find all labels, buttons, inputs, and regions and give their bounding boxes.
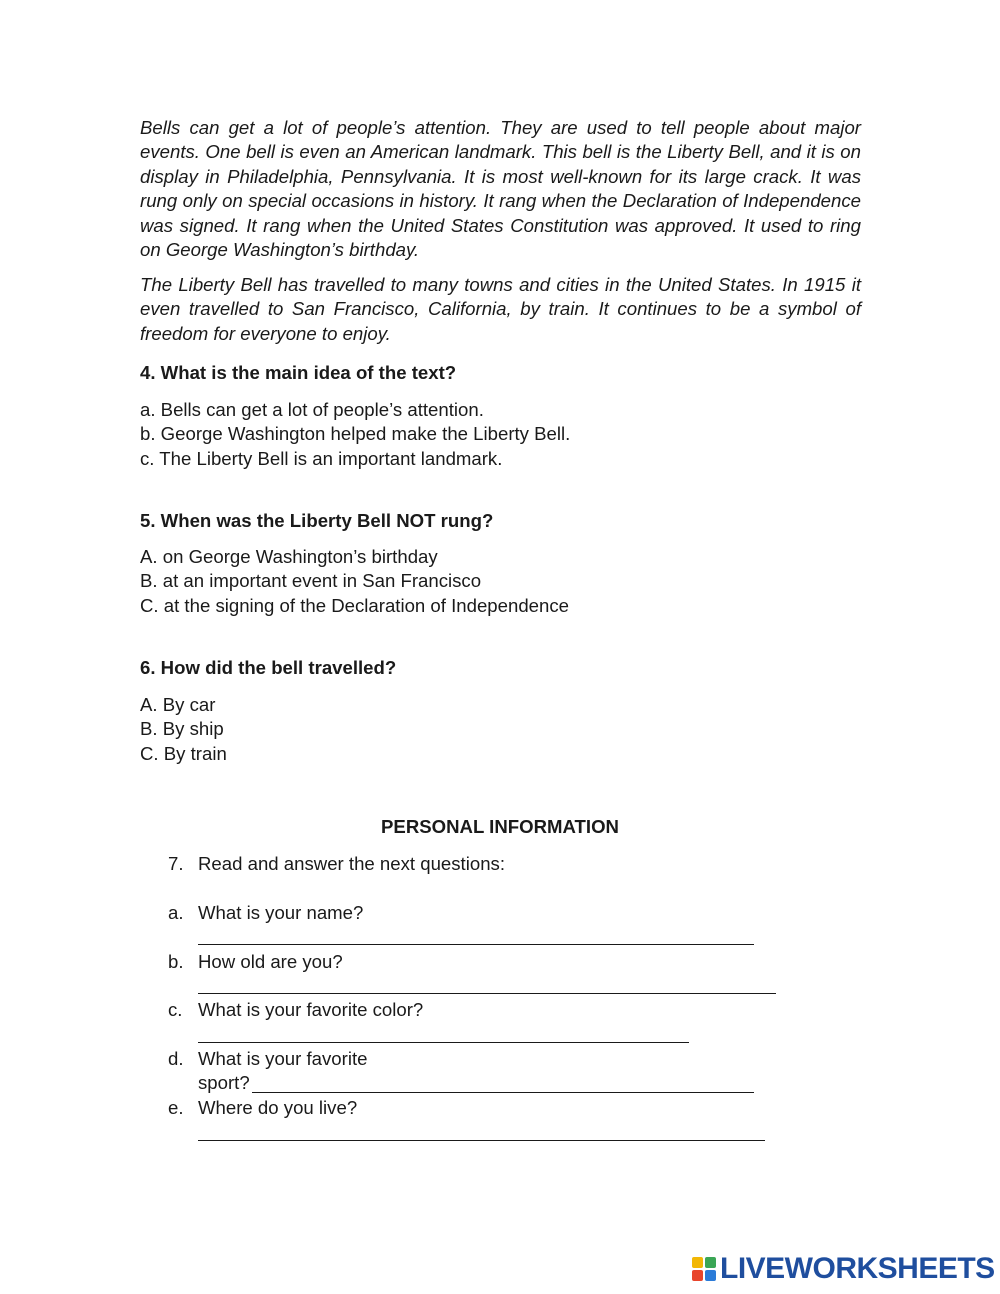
item-e-letter: e. — [168, 1097, 184, 1118]
question-5: 5. When was the Liberty Bell NOT rung? — [140, 510, 494, 531]
logo-tile-blue — [705, 1270, 716, 1281]
liveworksheets-logo — [692, 1253, 995, 1285]
item-a-question: What is your name? — [198, 902, 364, 923]
option-6b[interactable]: B. By ship — [140, 718, 224, 740]
option-5a[interactable]: A. on George Washington’s birthday — [140, 546, 438, 567]
option-5c[interactable]: C. at the signing of the Declaration of Independence — [140, 594, 569, 616]
question-4-options — [140, 398, 570, 471]
item-d-question-cont: sport? — [198, 1072, 250, 1093]
answer-line-name[interactable] — [198, 944, 754, 945]
logo-tile-green — [705, 1257, 716, 1268]
item-c-question: What is your favorite color? — [198, 999, 424, 1020]
answer-line-home[interactable] — [198, 1140, 765, 1141]
item-b-letter: b. — [168, 951, 184, 972]
item-c-letter: c. — [168, 999, 183, 1020]
item-d-letter: d. — [168, 1048, 184, 1069]
option-4b[interactable]: b. George Washington helped make the Liberty Bell. — [140, 423, 571, 445]
logo-tile-red — [692, 1270, 703, 1281]
item-e-question: Where do you live? — [198, 1097, 358, 1118]
answer-line-sport[interactable] — [252, 1092, 754, 1093]
reading-paragraph-1: Bells can get a lot of people’s attention. They are used to tell people about major events. One bell is even an American landmark. This bell is the Liberty Bell, and it is on display in Philadelphia, Pennsylvania. It is most well-known for its large crack. It was rung only on special occasions in history. It rang when the Declaration of Independence was signed. It rang when the United States Constitution was approved. It used to ring on George Washington’s birthday. — [140, 117, 861, 261]
logo-tile-yellow — [692, 1257, 703, 1268]
option-4a[interactable]: a. Bells can get a lot of people’s attention. — [140, 399, 484, 420]
instruction-number: 7. — [168, 853, 184, 874]
item-d-question: What is your favorite — [198, 1048, 368, 1069]
answer-line-color[interactable] — [198, 1042, 689, 1043]
reading-paragraph-2: The Liberty Bell has travelled to many towns and cities in the United States. In 1915 it even travelled to San Francisco, California, by train. It continues to be a symbol of freedom for everyone to enjoy. — [140, 274, 861, 344]
item-a-letter: a. — [168, 902, 184, 923]
option-6a[interactable]: A. By car — [140, 694, 216, 715]
logo-text: LIVEWORKSHEETS — [720, 1252, 995, 1285]
section-title: PERSONAL INFORMATION — [381, 816, 619, 837]
option-5b[interactable]: B. at an important event in San Francisco — [140, 570, 482, 592]
question-4: 4. What is the main idea of the text? — [140, 362, 457, 383]
question-6-options — [140, 693, 227, 766]
question-6: 6. How did the bell travelled? — [140, 657, 397, 678]
logo-mark-icon — [692, 1257, 716, 1281]
question-5-options — [140, 545, 569, 618]
option-6c[interactable]: C. By train — [140, 742, 227, 764]
option-4c[interactable]: c. The Liberty Bell is an important landmark. — [140, 447, 503, 469]
item-b-question: How old are you? — [198, 951, 343, 972]
answer-line-age[interactable] — [198, 993, 776, 994]
instruction-text: Read and answer the next questions: — [198, 853, 505, 874]
